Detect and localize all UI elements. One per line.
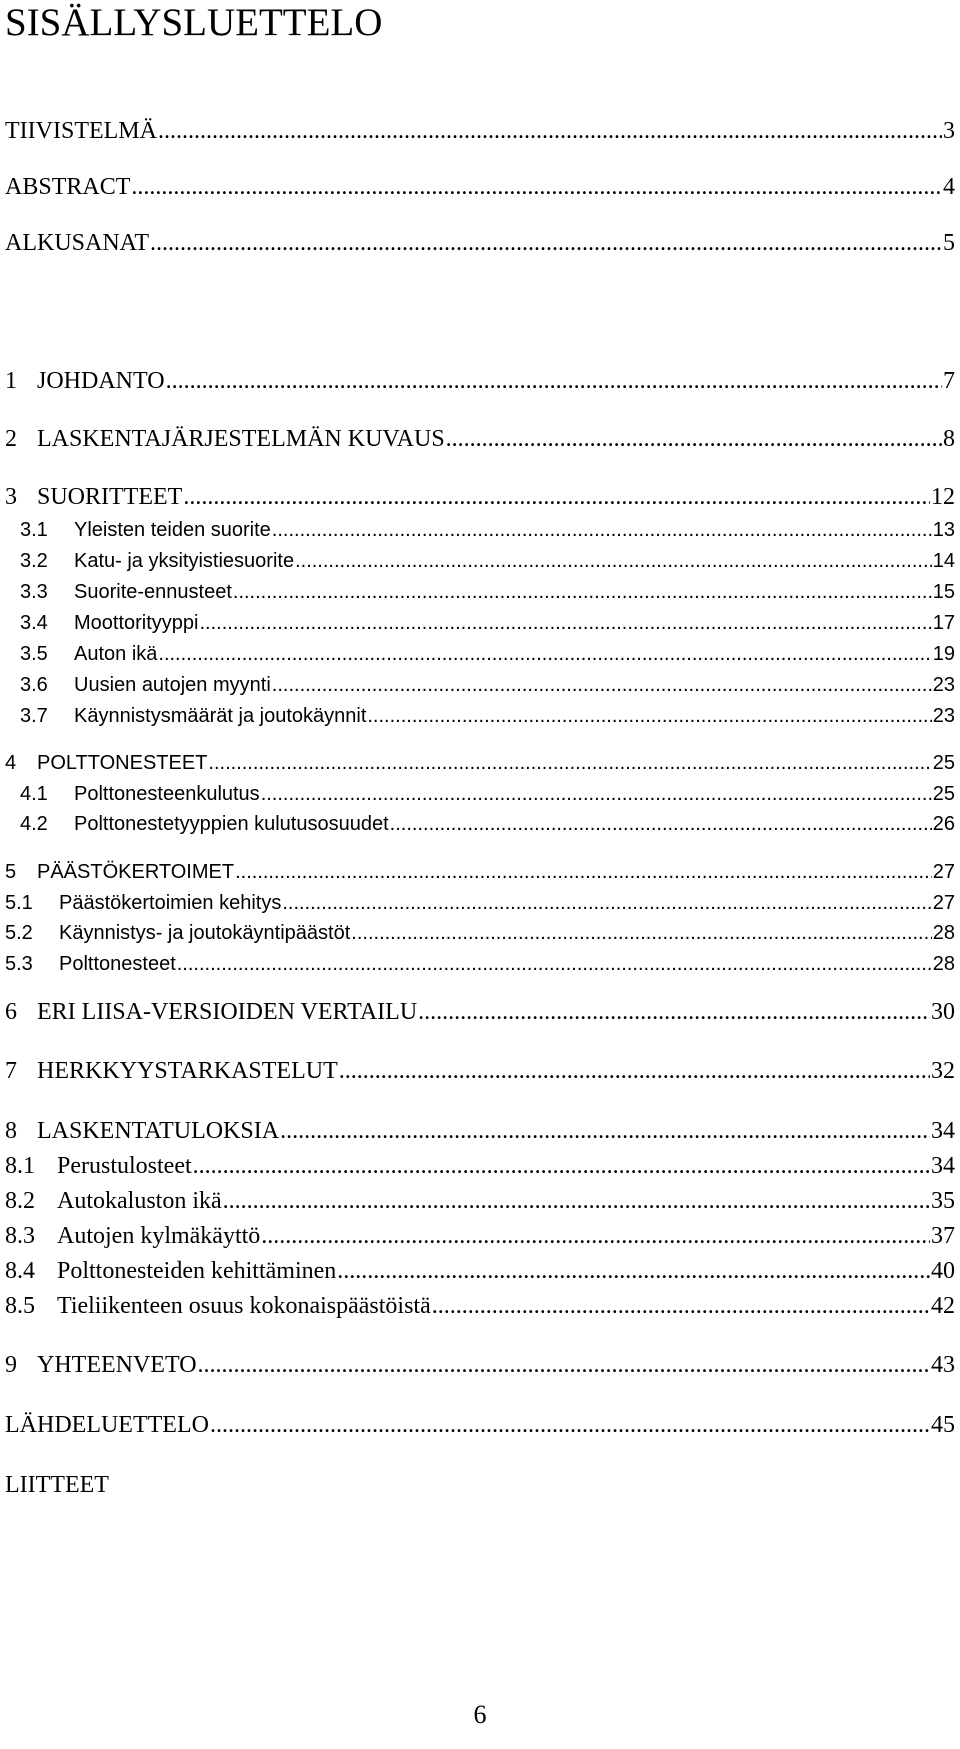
toc-leader xyxy=(235,861,932,884)
toc-entry-title: LASKENTAJÄRJESTELMÄN KUVAUS xyxy=(37,426,445,452)
toc-leader xyxy=(272,519,932,542)
toc-entry-alkusanat[interactable] xyxy=(0,230,955,262)
toc-entry-number: 7 xyxy=(5,1058,17,1084)
toc-entry-page: 43 xyxy=(931,1352,955,1378)
toc-entry-page: 26 xyxy=(932,813,955,835)
toc-entry-title: TIIVISTELMÄ xyxy=(5,118,157,144)
toc-entry-chapter-9[interactable] xyxy=(0,1352,955,1384)
toc-entry-page: 8 xyxy=(943,426,955,452)
toc-leader xyxy=(280,1118,930,1145)
toc-entry-page: 25 xyxy=(932,752,955,774)
toc-entry-page: 34 xyxy=(931,1153,955,1179)
toc-entry-number: 2 xyxy=(5,426,17,452)
toc-leader xyxy=(390,813,932,836)
toc-entry-title: PÄÄSTÖKERTOIMET xyxy=(37,861,235,883)
toc-entry-section-8-4[interactable] xyxy=(0,1258,955,1290)
toc-entry-title: Yleisten teiden suorite xyxy=(74,519,271,541)
toc-leader xyxy=(261,783,932,806)
toc-leader xyxy=(446,426,942,453)
page-title: SISÄLLYSLUETTELO xyxy=(5,1,383,44)
toc-entry-title: YHTEENVETO xyxy=(37,1352,197,1378)
toc-leader xyxy=(131,174,942,201)
toc-entry-chapter-8[interactable] xyxy=(0,1118,955,1150)
toc-entry-chapter-1[interactable] xyxy=(0,368,955,400)
toc-entry-title: Polttonesteenkulutus xyxy=(74,783,260,805)
toc-entry-section-8-5[interactable] xyxy=(0,1293,955,1325)
toc-entry-number: 8.2 xyxy=(5,1188,35,1214)
toc-leader xyxy=(367,705,931,728)
toc-entry-title: LÄHDELUETTELO xyxy=(5,1412,209,1438)
toc-entry-page: 12 xyxy=(931,484,955,510)
toc-entry-chapter-7[interactable] xyxy=(0,1058,955,1090)
toc-entry-page: 15 xyxy=(932,581,955,603)
toc-entry-title: Moottorityyppi xyxy=(74,612,199,634)
toc-entry-title: Autojen kylmäkäyttö xyxy=(57,1223,261,1249)
toc-entry-chapter-2[interactable] xyxy=(0,426,955,458)
toc-entry-page: 34 xyxy=(931,1118,955,1144)
toc-entry-title: Polttonesteiden kehittäminen xyxy=(57,1258,337,1284)
toc-entry-title: Tieliikenteen osuus kokonaispäästöistä xyxy=(57,1293,431,1319)
toc-leader xyxy=(339,1058,930,1085)
toc-entry-chapter-3[interactable] xyxy=(0,484,955,516)
toc-entry-page: 28 xyxy=(932,922,955,944)
toc-entry-section-4-2[interactable] xyxy=(0,813,955,845)
toc-entry-section-3-6[interactable] xyxy=(0,674,955,706)
toc-entry-title: Polttonesteet xyxy=(59,953,176,975)
toc-leader xyxy=(272,674,932,697)
toc-leader xyxy=(432,1293,930,1320)
toc-entry-page: 5 xyxy=(943,230,955,256)
toc-entry-title: HERKKYYSTARKASTELUT xyxy=(37,1058,338,1084)
toc-leader xyxy=(418,999,930,1026)
toc-leader xyxy=(337,1258,930,1285)
toc-entry-title: ALKUSANAT xyxy=(5,230,149,256)
toc-entry-page: 17 xyxy=(932,612,955,634)
toc-entry-title: Uusien autojen myynti xyxy=(74,674,271,696)
toc-entry-page: 7 xyxy=(943,368,955,394)
toc-entry-title: SUORITTEET xyxy=(37,484,183,510)
toc-leader xyxy=(223,1188,930,1215)
toc-leader xyxy=(166,368,942,395)
toc-leader xyxy=(351,922,931,945)
toc-entry-chapter-5[interactable] xyxy=(0,861,955,893)
toc-entry-title: LASKENTATULOKSIA xyxy=(37,1118,280,1144)
toc-entry-number: 3 xyxy=(5,484,17,510)
toc-entry-page: 19 xyxy=(932,643,955,665)
toc-entry-page: 3 xyxy=(943,118,955,144)
toc-entry-section-8-1[interactable] xyxy=(0,1153,955,1185)
toc-entry-section-5-3[interactable] xyxy=(0,953,955,985)
toc-entry-page: 35 xyxy=(931,1188,955,1214)
toc-leader xyxy=(158,118,942,145)
toc-entry-number: 5.2 xyxy=(5,922,33,944)
toc-entry-number: 8.1 xyxy=(5,1153,35,1179)
toc-entry-section-3-4[interactable] xyxy=(0,612,955,644)
toc-entry-title: Käynnistys- ja joutokäyntipäästöt xyxy=(59,922,351,944)
toc-entry-title: Suorite-ennusteet xyxy=(74,581,232,603)
toc-entry-page: 13 xyxy=(932,519,955,541)
toc-entry-section-3-3[interactable] xyxy=(0,581,955,613)
toc-leader xyxy=(261,1223,930,1250)
toc-entry-number: 3.2 xyxy=(20,550,48,572)
toc-entry-lahdeluettelo[interactable] xyxy=(0,1412,955,1444)
toc-entry-number: 5.1 xyxy=(5,892,33,914)
toc-entry-title: JOHDANTO xyxy=(37,368,165,394)
toc-leader xyxy=(208,752,931,775)
toc-entry-abstract[interactable] xyxy=(0,174,955,206)
toc-entry-page: 37 xyxy=(931,1223,955,1249)
toc-leader xyxy=(177,953,932,976)
toc-entry-section-3-1[interactable] xyxy=(0,519,955,551)
toc-entry-page: 23 xyxy=(932,705,955,727)
toc-entry-number: 8.5 xyxy=(5,1293,35,1319)
toc-leader xyxy=(150,230,942,257)
toc-entry-page: 42 xyxy=(931,1293,955,1319)
toc-entry-page: 40 xyxy=(931,1258,955,1284)
toc-entry-chapter-6[interactable] xyxy=(0,999,955,1031)
toc-entry-number: 8.4 xyxy=(5,1258,35,1284)
toc-entry-section-3-5[interactable] xyxy=(0,643,955,675)
toc-entry-page: 4 xyxy=(943,174,955,200)
toc-leader xyxy=(282,892,931,915)
toc-entry-title: Perustulosteet xyxy=(57,1153,192,1179)
toc-entry-chapter-4[interactable] xyxy=(0,752,955,784)
toc-leader xyxy=(198,1352,930,1379)
toc-entry-section-5-1[interactable] xyxy=(0,892,955,924)
toc-leader xyxy=(193,1153,930,1180)
toc-entry-number: 3.6 xyxy=(20,674,48,696)
toc-entry-page: 45 xyxy=(931,1412,955,1438)
toc-entry-page: 30 xyxy=(931,999,955,1025)
toc-entry-page: 32 xyxy=(931,1058,955,1084)
toc-entry-title: Päästökertoimien kehitys xyxy=(59,892,282,914)
toc-entry-title: Katu- ja yksityistiesuorite xyxy=(74,550,295,572)
toc-entry-section-8-3[interactable] xyxy=(0,1223,955,1255)
toc-leader xyxy=(233,581,932,604)
toc-entry-section-8-2[interactable] xyxy=(0,1188,955,1220)
toc-entry-title: Autokaluston ikä xyxy=(57,1188,222,1214)
toc-leader xyxy=(183,484,930,511)
toc-entry-number: 3.1 xyxy=(20,519,48,541)
toc-entry-number: 9 xyxy=(5,1352,17,1378)
toc-entry-section-4-1[interactable] xyxy=(0,783,955,815)
toc-entry-number: 3.5 xyxy=(20,643,48,665)
toc-entry-title: Auton ikä xyxy=(74,643,158,665)
toc-entry-number: 8.3 xyxy=(5,1223,35,1249)
toc-leader xyxy=(200,612,932,635)
toc-entry-page: 27 xyxy=(932,861,955,883)
toc-entry-section-3-7[interactable] xyxy=(0,705,955,737)
toc-entry-section-3-2[interactable] xyxy=(0,550,955,582)
toc-entry-number: 3.4 xyxy=(20,612,48,634)
toc-entry-number: 4.2 xyxy=(20,813,48,835)
toc-entry-tiivistelma[interactable] xyxy=(0,118,955,150)
toc-entry-page: 28 xyxy=(932,953,955,975)
toc-leader xyxy=(295,550,932,573)
toc-leader xyxy=(158,643,931,666)
toc-entry-title: ABSTRACT xyxy=(5,174,131,200)
toc-entry-number: 8 xyxy=(5,1118,17,1144)
toc-entry-number: 3.3 xyxy=(20,581,48,603)
toc-entry-page: 25 xyxy=(932,783,955,805)
page-number: 6 xyxy=(473,1700,487,1729)
toc-entry-number: 3.7 xyxy=(20,705,48,727)
toc-entry-liitteet[interactable]: LIITTEET xyxy=(5,1472,109,1498)
toc-entry-section-5-2[interactable] xyxy=(0,922,955,954)
toc-entry-title: ERI LIISA-VERSIOIDEN VERTAILU xyxy=(37,999,418,1025)
toc-entry-number: 4.1 xyxy=(20,783,48,805)
toc-leader xyxy=(210,1412,930,1439)
toc-entry-number: 4 xyxy=(5,752,17,774)
toc-entry-number: 5 xyxy=(5,861,17,883)
toc-entry-title: Käynnistysmäärät ja joutokäynnit xyxy=(74,705,367,727)
toc-entry-page: 23 xyxy=(932,674,955,696)
toc-entry-title: POLTTONESTEET xyxy=(37,752,208,774)
toc-entry-page: 14 xyxy=(932,550,955,572)
toc-entry-title: Polttonestetyyppien kulutusosuudet xyxy=(74,813,389,835)
toc-entry-number: 6 xyxy=(5,999,17,1025)
toc-entry-page: 27 xyxy=(932,892,955,914)
toc-entry-number: 5.3 xyxy=(5,953,33,975)
toc-entry-number: 1 xyxy=(5,368,17,394)
